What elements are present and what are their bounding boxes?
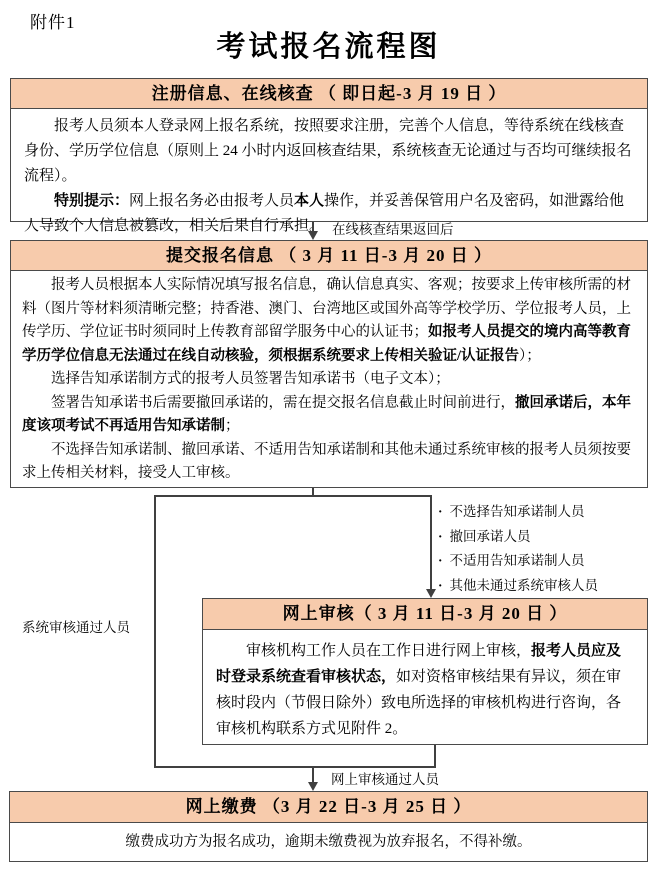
- step-submit-body: [11, 271, 647, 486]
- connector-review-pass-label: 网上审核通过人员: [331, 772, 439, 787]
- paragraph: 审核机构工作人员在工作日进行网上审核，报考人员应及时登录系统查看审核状态，如对资格审核结果有异议，须在审核时段内（节假日除外）致电所选择的审核机构进行咨询，各审核机构联系方式见附件 2。: [216, 643, 622, 737]
- step-register-body: [11, 109, 647, 239]
- paragraph: 报考人员须本人登录网上报名系统，按照要求注册，完善个人信息，等待系统在线核查身份、学历学位信息（原则上 24 小时内返回核查结果，系统核查无论通过与否均可继续报名流程）。: [24, 118, 632, 184]
- arrow-down-icon: [426, 589, 436, 598]
- step-payment-header: 网上缴费 （3 月 22 日-3 月 25 日 ）: [10, 792, 647, 823]
- step-submit-header: 提交报名信息 （ 3 月 11 日-3 月 20 日 ）: [11, 241, 647, 271]
- arrow-down-icon: [308, 231, 318, 240]
- paragraph: 签署告知承诺书后需要撤回承诺的，需在提交报名信息截止时间前进行，撤回承诺后，本年度该项考试不再适用告知承诺制；: [22, 394, 631, 434]
- attachment-label: 附件1: [30, 13, 76, 32]
- connector-system-pass-label: 系统审核通过人员: [22, 620, 130, 635]
- step-payment-body: [10, 823, 647, 861]
- connector-system-pass-line: [154, 495, 156, 766]
- connector-manual-review-line: [430, 495, 432, 589]
- paragraph: 不选择告知承诺制、撤回承诺、不适用告知承诺制和其他未通过系统审核的报考人员须按要求上传相关材料，接受人工审核。: [22, 441, 631, 481]
- bullet-item: · 撤回承诺人员: [438, 525, 598, 550]
- page-title: 考试报名流程图: [216, 31, 441, 63]
- connector-online-check-label: 在线核查结果返回后: [332, 222, 454, 237]
- step-review-header: 网上审核（ 3 月 11 日-3 月 20 日 ）: [203, 599, 647, 630]
- bullet-item: · 不选择告知承诺制人员: [438, 500, 598, 525]
- step-payment-box: [9, 791, 648, 862]
- manual-review-bullet-list: [438, 500, 598, 598]
- bullet-item: · 不适用告知承诺制人员: [438, 549, 598, 574]
- bullet-item: · 其他未通过系统审核人员: [438, 574, 598, 599]
- step-review-box: [202, 598, 648, 745]
- connector-to-payment-line: [312, 766, 314, 783]
- step-review-body: [203, 630, 647, 742]
- connector-review-exit-line: [434, 745, 436, 766]
- paragraph: 特别提示：网上报名务必由报考人员本人操作，并妥善保管用户名及密码，如泄露给他人导致个人信息被篡改，相关后果自行承担。: [24, 193, 625, 234]
- paragraph: 选择告知承诺制方式的报考人员签署告知承诺书（电子文本）；: [51, 371, 450, 387]
- step-register-header: 注册信息、在线核查 （ 即日起-3 月 19 日 ）: [11, 79, 647, 109]
- step-submit-box: [10, 240, 648, 488]
- arrow-down-icon: [308, 782, 318, 791]
- paragraph: 报考人员根据本人实际情况填写报名信息，确认信息真实、客观；按要求上传审核所需的材料（图片等材料须清晰完整；持香港、澳门、台湾地区或国外高等学校学历、学位报考人员，上传学历、学位证书时须同时上传教育部留学服务中心的认证书；如报考人员提交的境内高等教育学历学位信息无法通过在线自动核验，须根据系统要求上传相关验证/认证报告）；: [22, 277, 631, 364]
- connector-split-line: [154, 495, 432, 497]
- paragraph: 缴费成功方为报名成功，逾期未缴费视为放弃报名，不得补缴。: [125, 834, 532, 850]
